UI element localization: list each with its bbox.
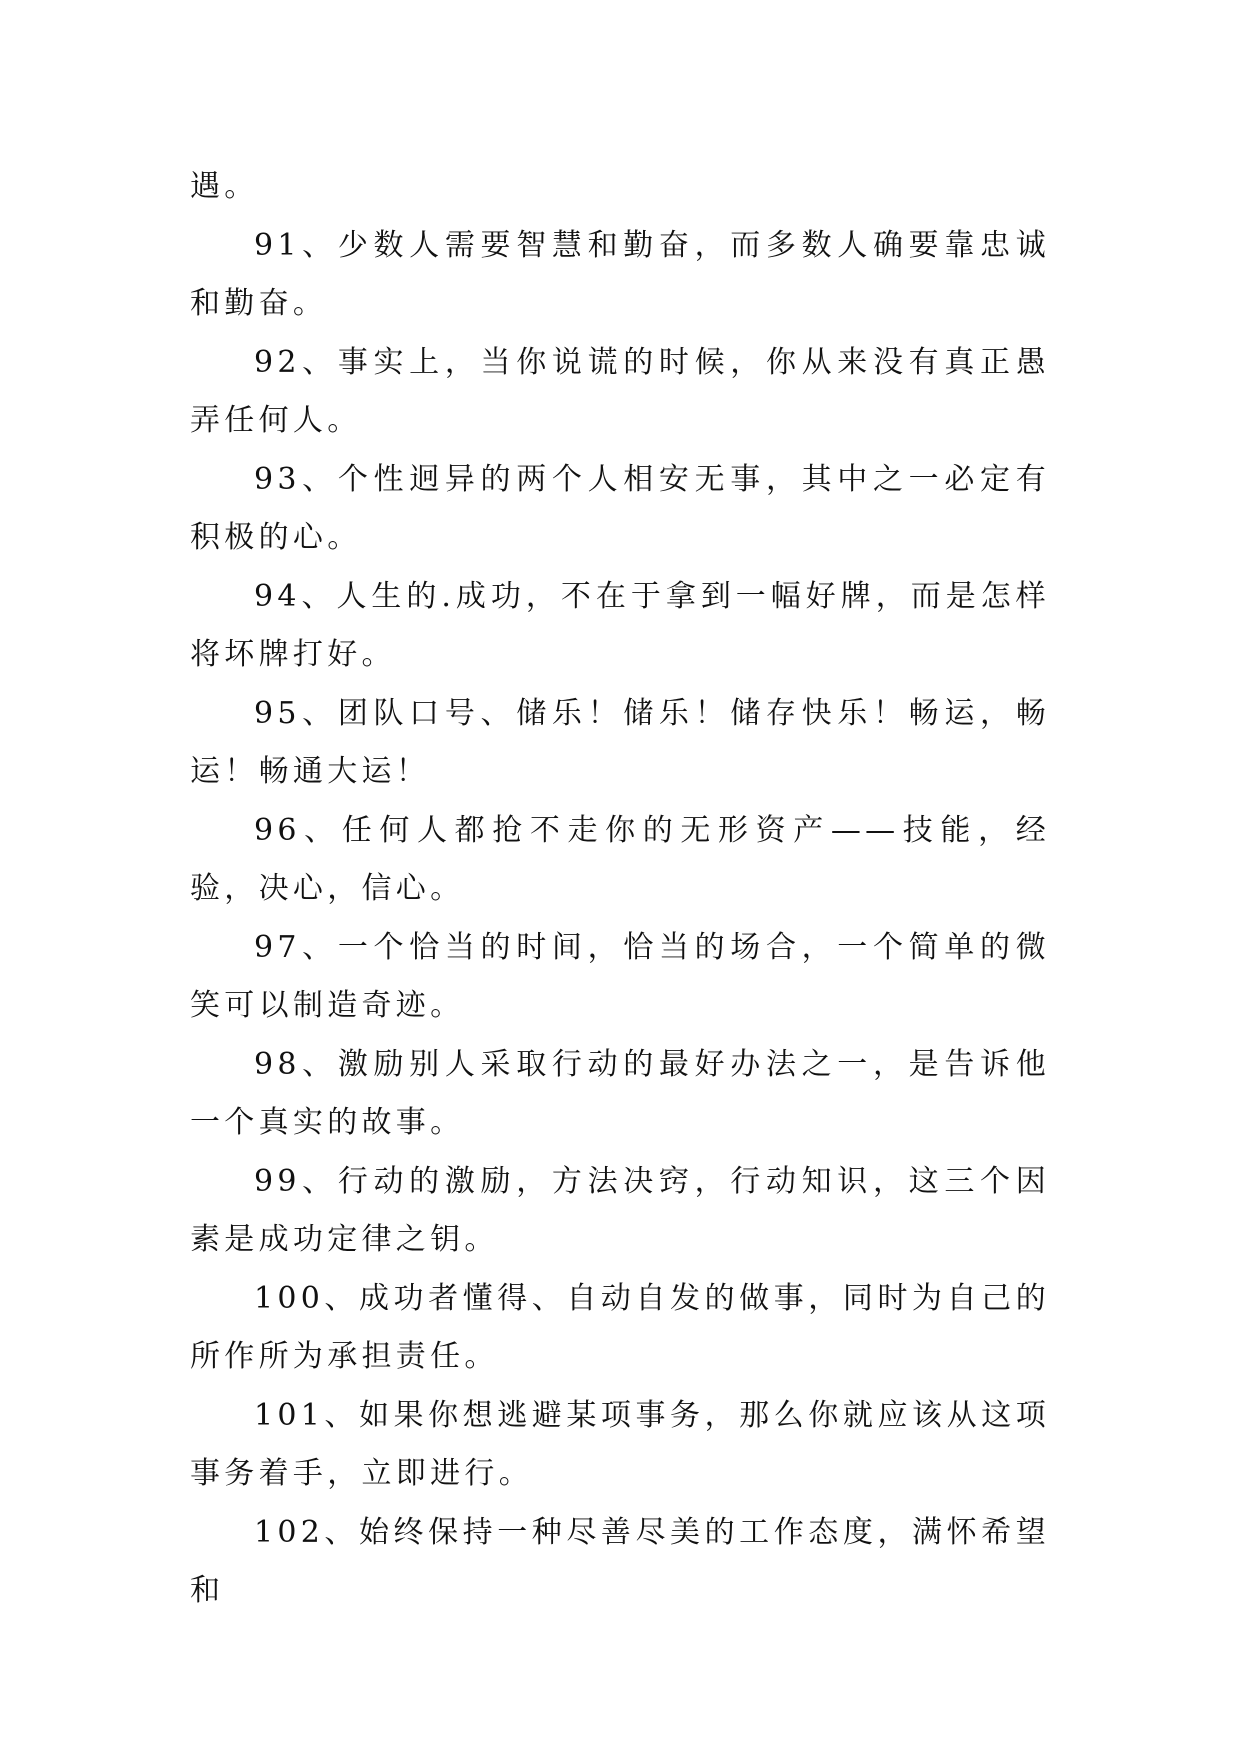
paragraph-102: 102、始终保持一种尽善尽美的工作态度，满怀希望和: [190, 1514, 1050, 1608]
paragraph-91: 91、少数人需要智慧和勤奋，而多数人确要靠忠诚和勤奋。: [190, 227, 1050, 321]
paragraph-100: 100、成功者懂得、自动自发的做事，同时为自己的所作所为承担责任。: [190, 1280, 1050, 1374]
paragraph-96: 96、任何人都抢不走你的无形资产——技能，经验，决心，信心。: [190, 812, 1050, 906]
paragraph-94: 94、人生的.成功，不在于拿到一幅好牌，而是怎样将坏牌打好。: [190, 578, 1050, 672]
paragraph-98: 98、激励别人采取行动的最好办法之一，是告诉他一个真实的故事。: [190, 1046, 1050, 1140]
paragraph-97: 97、一个恰当的时间，恰当的场合，一个简单的微笑可以制造奇迹。: [190, 929, 1050, 1023]
paragraph-92: 92、事实上，当你说谎的时候，你从来没有真正愚弄任何人。: [190, 344, 1050, 438]
paragraph-101: 101、如果你想逃避某项事务，那么你就应该从这项事务着手，立即进行。: [190, 1397, 1050, 1491]
paragraph-93: 93、个性迥异的两个人相安无事，其中之一必定有积极的心。: [190, 461, 1050, 555]
paragraph-99: 99、行动的激励，方法决窍，行动知识，这三个因素是成功定律之钥。: [190, 1163, 1050, 1257]
paragraph-continuation: 遇。: [190, 169, 259, 204]
document-body: [190, 158, 1050, 1621]
paragraph-95: 95、团队口号、储乐！储乐！储存快乐！畅运，畅运！畅通大运！: [190, 695, 1050, 789]
